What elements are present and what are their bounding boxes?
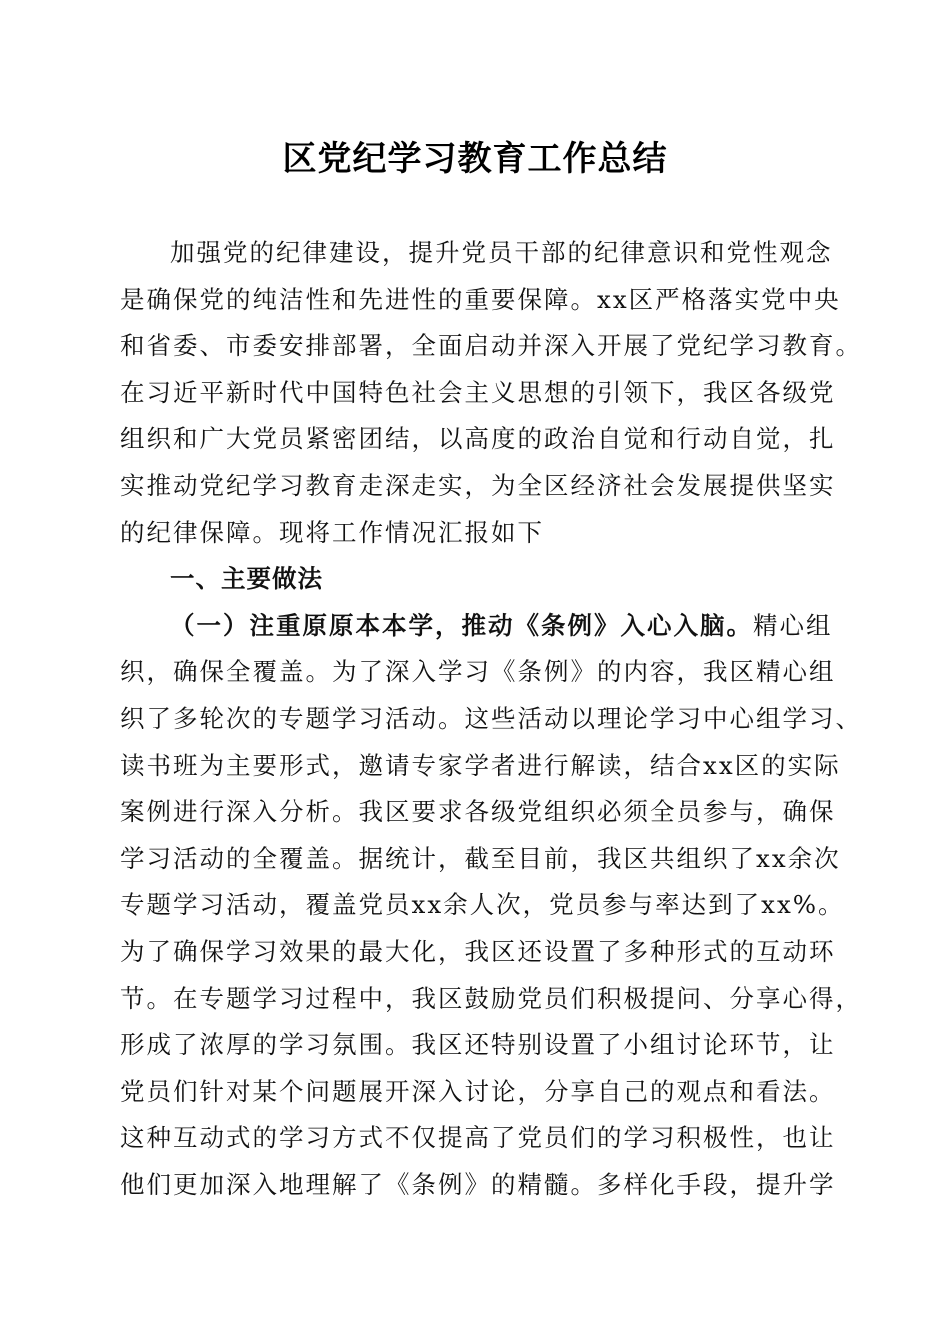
paragraph-line: 读书班为主要形式，邀请专家学者进行解读，结合xx区的实际: [120, 750, 841, 780]
paragraph-line: 节。在专题学习过程中，我区鼓励党员们积极提问、分享心得，: [120, 983, 862, 1013]
paragraph-line: 实推动党纪学习教育走深走实，为全区经济社会发展提供坚实: [120, 470, 836, 500]
paragraph-line: 的纪律保障。现将工作情况汇报如下: [120, 517, 544, 547]
paragraph-line: 学习活动的全覆盖。据统计，截至目前，我区共组织了xx余次: [120, 843, 841, 873]
paragraph-line: 加强党的纪律建设，提升党员干部的纪律意识和党性观念: [170, 238, 833, 267]
paragraph-line: 他们更加深入地理解了《条例》的精髓。多样化手段，提升学: [120, 1169, 836, 1199]
paragraph-line-tail: 精心组: [753, 610, 833, 640]
paragraph-line: 专题学习活动，覆盖党员xx余人次，党员参与率达到了xx%。: [120, 890, 845, 920]
subsection-heading: （一）注重原原本本学，推动《条例》入心入脑。: [170, 610, 753, 640]
paragraph-line: 形成了浓厚的学习氛围。我区还特别设置了小组讨论环节，让: [120, 1030, 836, 1060]
paragraph-line: 党员们针对某个问题展开深入讨论，分享自己的观点和看法。: [120, 1076, 836, 1106]
paragraph-line: 组织和广大党员紧密团结，以高度的政治自觉和行动自觉，扎: [120, 424, 836, 454]
document-title: 区党纪学习教育工作总结: [282, 139, 668, 179]
paragraph-line: 为了确保学习效果的最大化，我区还设置了多种形式的互动环: [120, 936, 836, 966]
paragraph-line: 织了多轮次的专题学习活动。这些活动以理论学习中心组学习、: [120, 703, 862, 733]
paragraph-line: 和省委、市委安排部署，全面启动并深入开展了党纪学习教育。: [120, 331, 862, 361]
document-body: [120, 230, 862, 1208]
paragraph-line: 这种互动式的学习方式不仅提高了党员们的学习积极性，也让: [120, 1123, 836, 1153]
paragraph-line: 织，确保全覆盖。为了深入学习《条例》的内容，我区精心组: [120, 657, 836, 687]
paragraph-line: 是确保党的纯洁性和先进性的重要保障。xx区严格落实党中央: [120, 284, 841, 314]
paragraph-line: [120, 603, 850, 650]
paragraph-line: 在习近平新时代中国特色社会主义思想的引领下，我区各级党: [120, 377, 836, 407]
paragraph-line: 案例进行深入分析。我区要求各级党组织必须全员参与，确保: [120, 797, 836, 827]
section-heading: 一、主要做法: [170, 564, 323, 594]
